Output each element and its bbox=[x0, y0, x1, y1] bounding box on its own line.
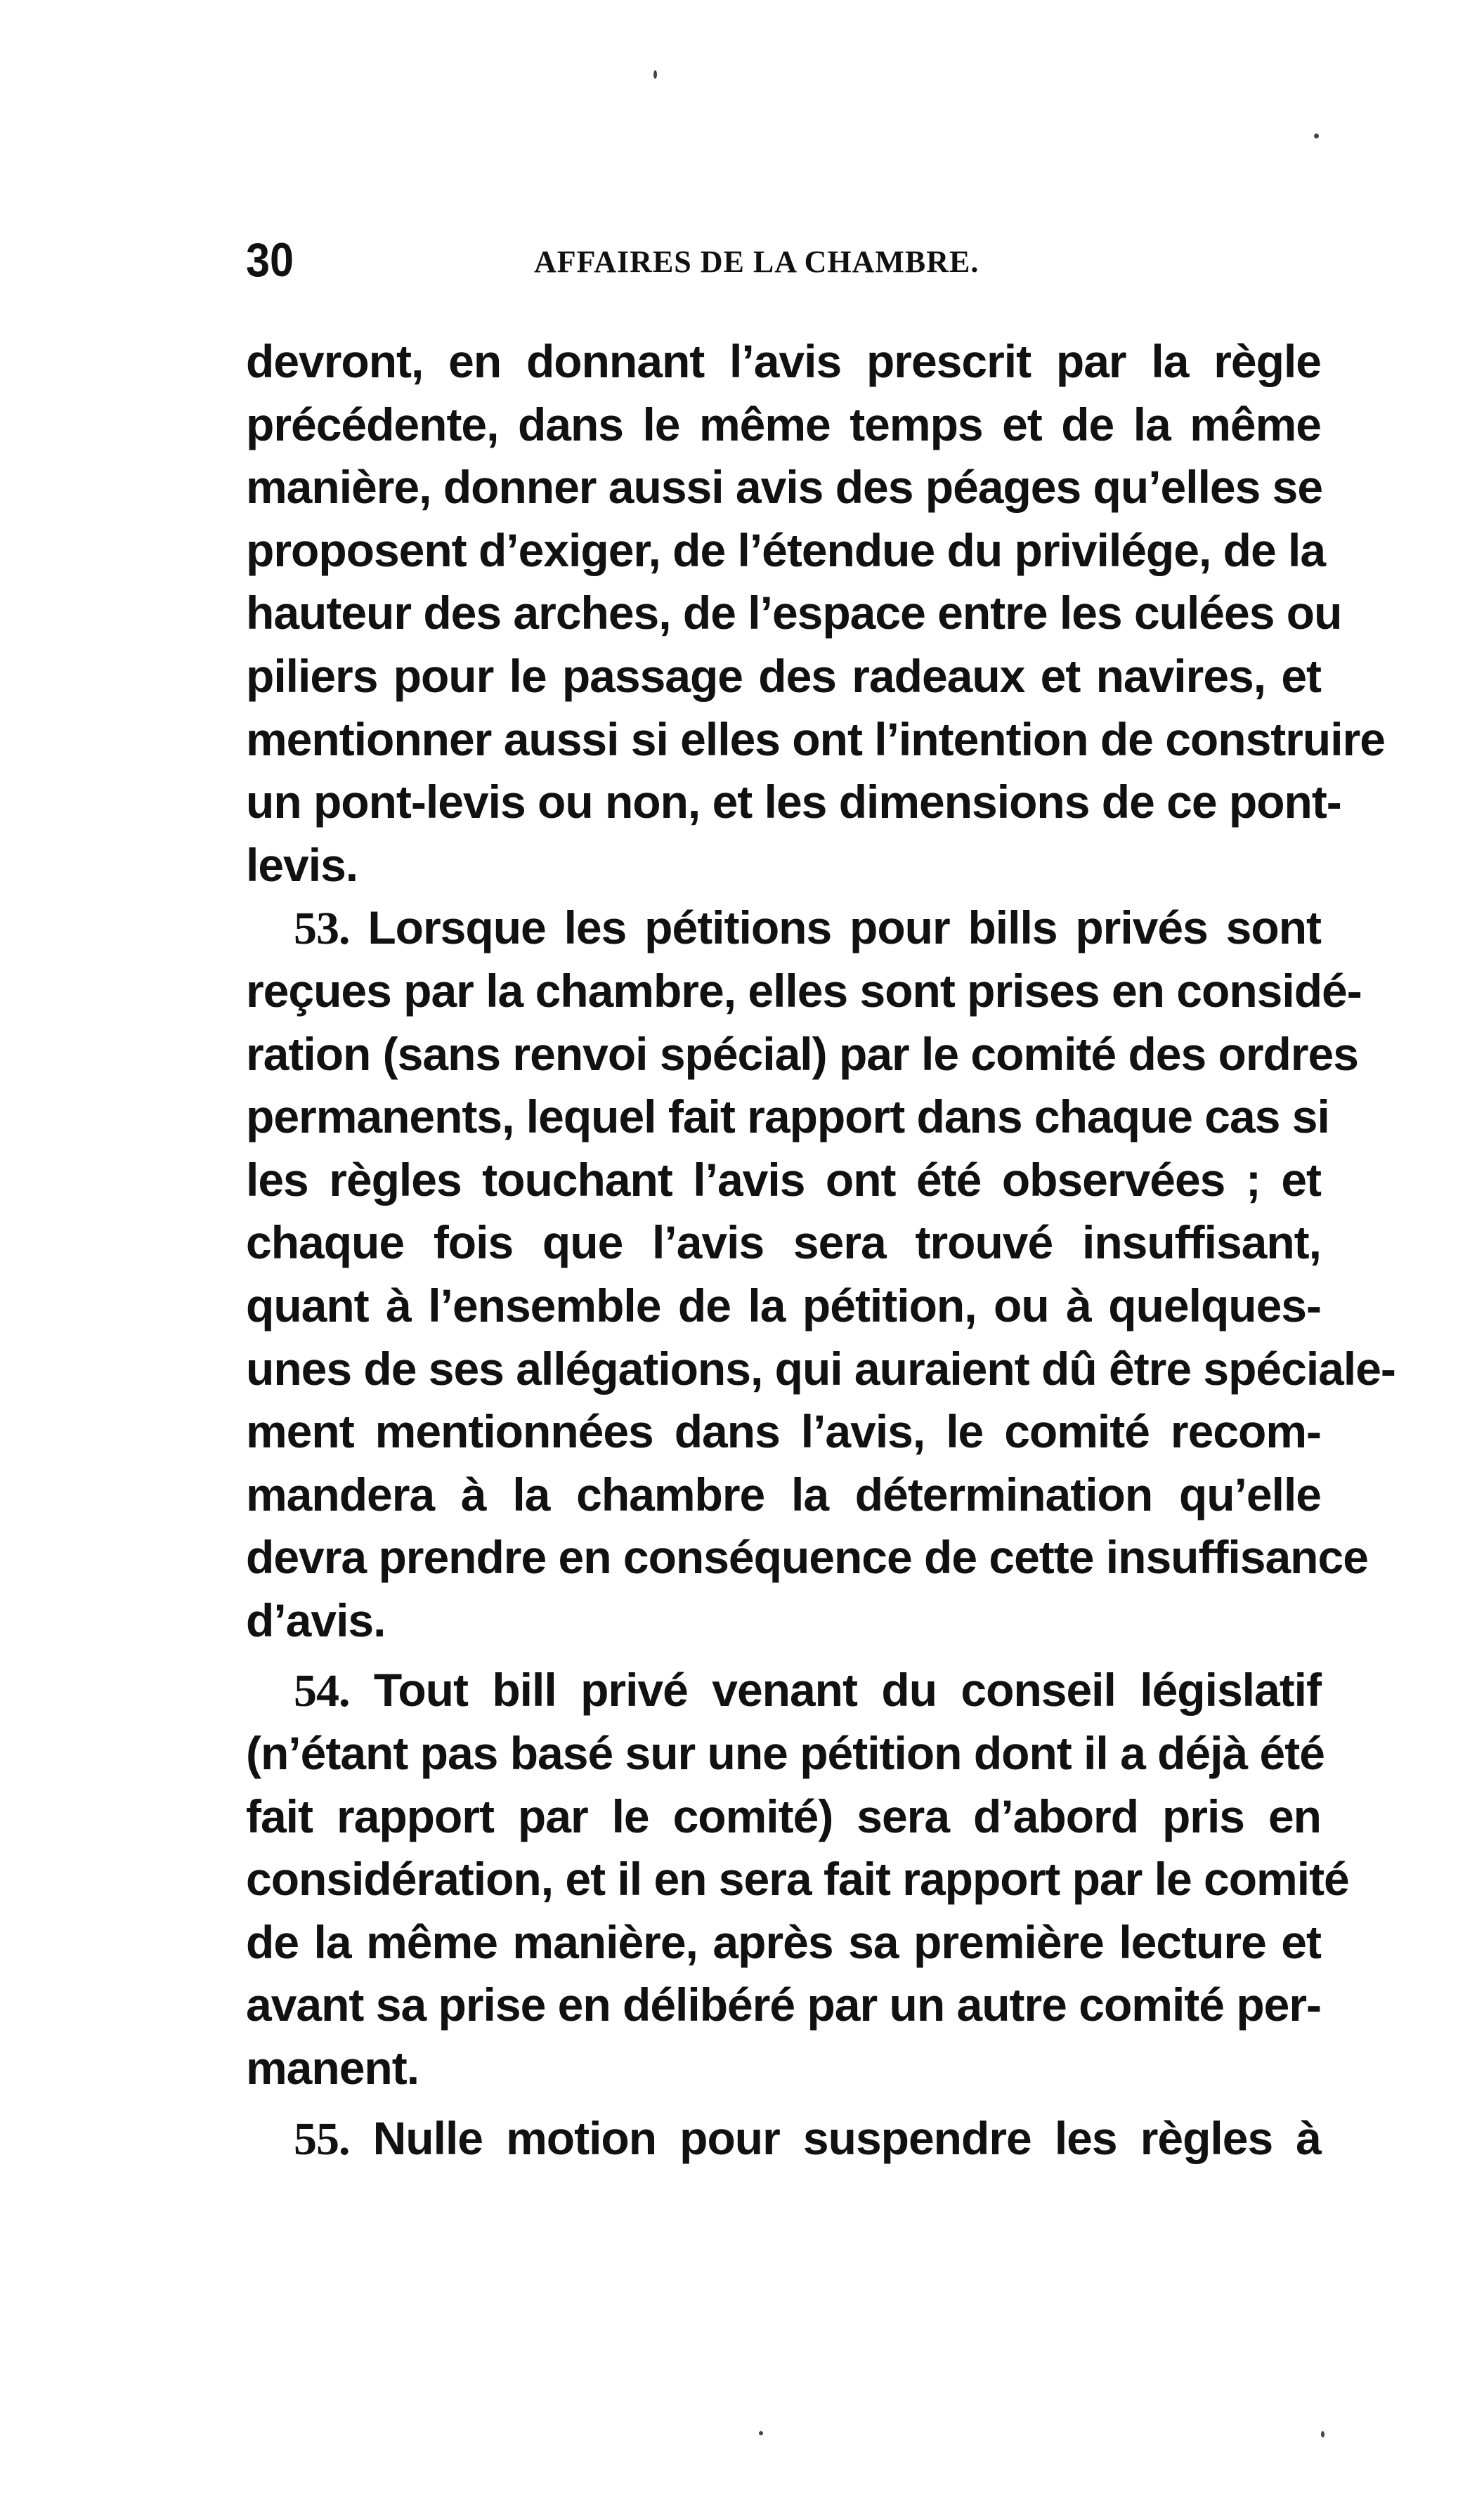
text-line: mandera à la chambre la détermination qu’elle bbox=[246, 1468, 1321, 1521]
text-line: piliers pour le passage des radeaux et navires, et bbox=[246, 649, 1321, 702]
text-line: quant à l’ensemble de la pétition, ou à quelques- bbox=[246, 1279, 1321, 1331]
scan-speck bbox=[653, 70, 657, 79]
text-line: d’avis. bbox=[246, 1594, 386, 1646]
text-line: proposent d’exiger, de l’étendue du privilége, de la bbox=[246, 523, 1326, 576]
text-line: devra prendre en conséquence de cette insuffisance bbox=[246, 1531, 1368, 1584]
text-line: levis. bbox=[246, 838, 358, 891]
text-line: un pont-levis ou non, et les dimensions de ce pont- bbox=[246, 776, 1341, 828]
text-line: unes de ses allégations, qui auraient dû être spéciale- bbox=[246, 1342, 1395, 1395]
text-fragment: Tout bill privé venant du conseil législatif bbox=[373, 1664, 1321, 1717]
text-line: avant sa prise en délibéré par un autre comité per- bbox=[246, 1979, 1321, 2031]
scan-speck bbox=[1321, 2431, 1324, 2437]
scan-speck bbox=[759, 2431, 763, 2435]
text-fragment: Nulle motion pour suspendre les règles à bbox=[372, 2111, 1321, 2164]
running-title: AFFAIRES DE LA CHAMBRE. bbox=[534, 245, 979, 279]
text-line: ment mentionnées dans l’avis, le comité recom- bbox=[246, 1405, 1321, 1458]
text-line: précédente, dans le même temps et de la même bbox=[246, 398, 1321, 450]
text-line: (n’étant pas basé sur une pétition dont il a déjà été bbox=[246, 1727, 1324, 1780]
rule-number: 55. bbox=[294, 2113, 350, 2165]
text-line: ration (sans renvoi spécial) par le comité des ordres bbox=[246, 1027, 1358, 1080]
text-line: considération, et il en sera fait rapport par le comité bbox=[246, 1853, 1349, 1906]
text-line: hauteur des arches, de l’espace entre les culées ou bbox=[246, 587, 1342, 639]
rule-number: 54. bbox=[294, 1665, 350, 1717]
paragraph-first-line bbox=[246, 2107, 1321, 2170]
text-line: permanents, lequel fait rapport dans chaque cas si bbox=[246, 1090, 1329, 1143]
text-line: de la même manière, après sa première lecture et bbox=[246, 1915, 1321, 1968]
text-line: mentionner aussi si elles ont l’intention de construire bbox=[246, 712, 1385, 765]
text-fragment: Lorsque les pétitions pour bills privés sont bbox=[367, 901, 1321, 954]
body-text bbox=[246, 330, 1395, 2170]
scan-speck bbox=[1314, 134, 1319, 138]
text-line: les règles touchant l’avis ont été observées ; et bbox=[246, 1153, 1321, 1206]
text-line: devront, en donnant l’avis prescrit par la règle bbox=[246, 335, 1321, 387]
text-line: manière, donner aussi avis des péages qu’elles se bbox=[246, 461, 1323, 514]
text-line: reçues par la chambre, elles sont prises en considé- bbox=[246, 964, 1362, 1017]
text-line: chaque fois que l’avis sera trouvé insuffisant, bbox=[246, 1216, 1321, 1269]
text-line: fait rapport par le comité) sera d’abord pris en bbox=[246, 1790, 1321, 1842]
page-header bbox=[246, 225, 1321, 302]
paragraph-first-line bbox=[246, 1659, 1321, 1722]
paragraph-first-line bbox=[246, 897, 1321, 960]
page-number: 30 bbox=[246, 233, 294, 287]
text-line: manent. bbox=[246, 2042, 419, 2095]
rule-number: 53. bbox=[294, 903, 350, 955]
